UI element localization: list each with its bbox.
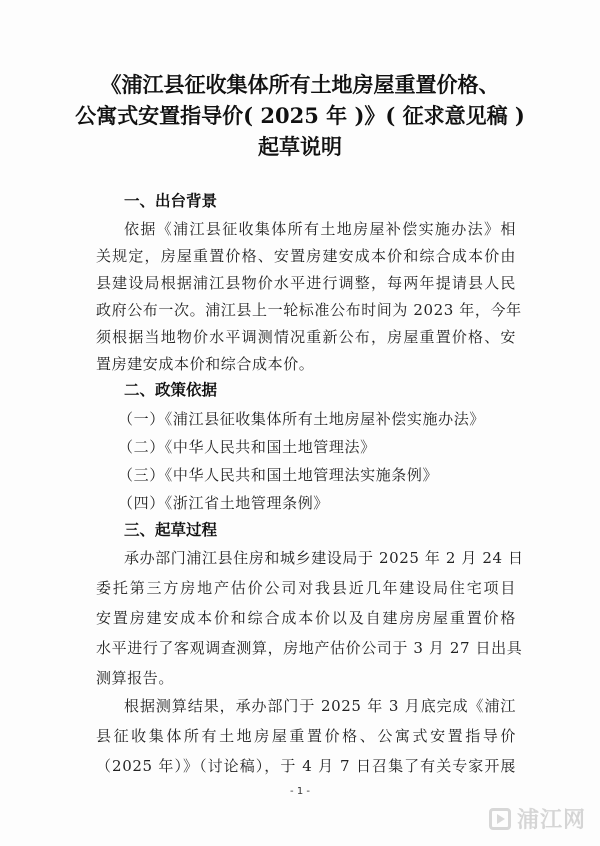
paragraph-line: 关规定，房屋重置价格、安置房建安成本价和综合成本价由 — [96, 247, 516, 265]
document-title-line-2: 公寓式安置指导价( 2025 年 )》( 征求意见稿 ) — [75, 103, 525, 128]
paragraph-line: 政府公布一次。浦江县上一轮标准公布时间为 2023 年，今年 — [96, 301, 522, 319]
paragraph-line: 委托第三方房地产估价公司对我县近几年建设局住宅项目 — [96, 579, 516, 597]
section-heading-drafting-process: 三、起草过程 — [124, 520, 218, 539]
play-icon — [489, 808, 511, 830]
paragraph-line: 根据测算结果，承办部门于 2025 年 3 月底完成《浦江 — [124, 697, 516, 715]
watermark-text: 浦江网 — [516, 808, 586, 833]
paragraph-line: 依据《浦江县征收集体所有土地房屋补偿实施办法》相 — [124, 220, 516, 238]
paragraph-line: 水平进行了客观调查测算，房地产估价公司于 3 月 27 日出具 — [96, 639, 523, 657]
policy-item: （四）《浙江省土地管理条例》 — [118, 494, 329, 512]
document-title-line-1: 《浦江县征收集体所有土地房屋重置价格、 — [100, 72, 500, 97]
section-heading-background: 一、出台背景 — [124, 191, 218, 210]
policy-item: （二）《中华人民共和国土地管理法》 — [118, 438, 376, 456]
policy-item: （一）《浦江县征收集体所有土地房屋补偿实施办法》 — [118, 410, 485, 428]
paragraph-line: 须根据当地物价水平调测情况重新公布，房屋重置价格、安 — [96, 328, 516, 346]
paragraph-line: 县征收集体所有土地房屋重置价格、公寓式安置指导价 — [96, 727, 516, 745]
paragraph-line: 县建设局根据浦江县物价水平进行调整，每两年提请县人民 — [96, 274, 516, 292]
paragraph-line: （2025 年）》（讨论稿），于 4 月 7 日召集了有关专家开展 — [96, 757, 516, 775]
section-heading-policy-basis: 二、政策依据 — [124, 380, 218, 399]
paragraph-line: 测算报告。 — [96, 669, 175, 687]
page-number: - 1 - — [290, 786, 310, 797]
paragraph-line: 置房建安成本价和综合成本价。 — [96, 355, 315, 373]
paragraph-line: 承办部门浦江县住房和城乡建设局于 2025 年 2 月 24 日 — [124, 549, 524, 567]
watermark — [489, 803, 586, 834]
policy-item: （三）《中华人民共和国土地管理法实施条例》 — [118, 466, 439, 484]
document-title-line-3: 起草说明 — [258, 134, 342, 159]
paragraph-line: 安置房建安成本价和综合成本价以及自建房房屋重置价格 — [96, 609, 516, 627]
